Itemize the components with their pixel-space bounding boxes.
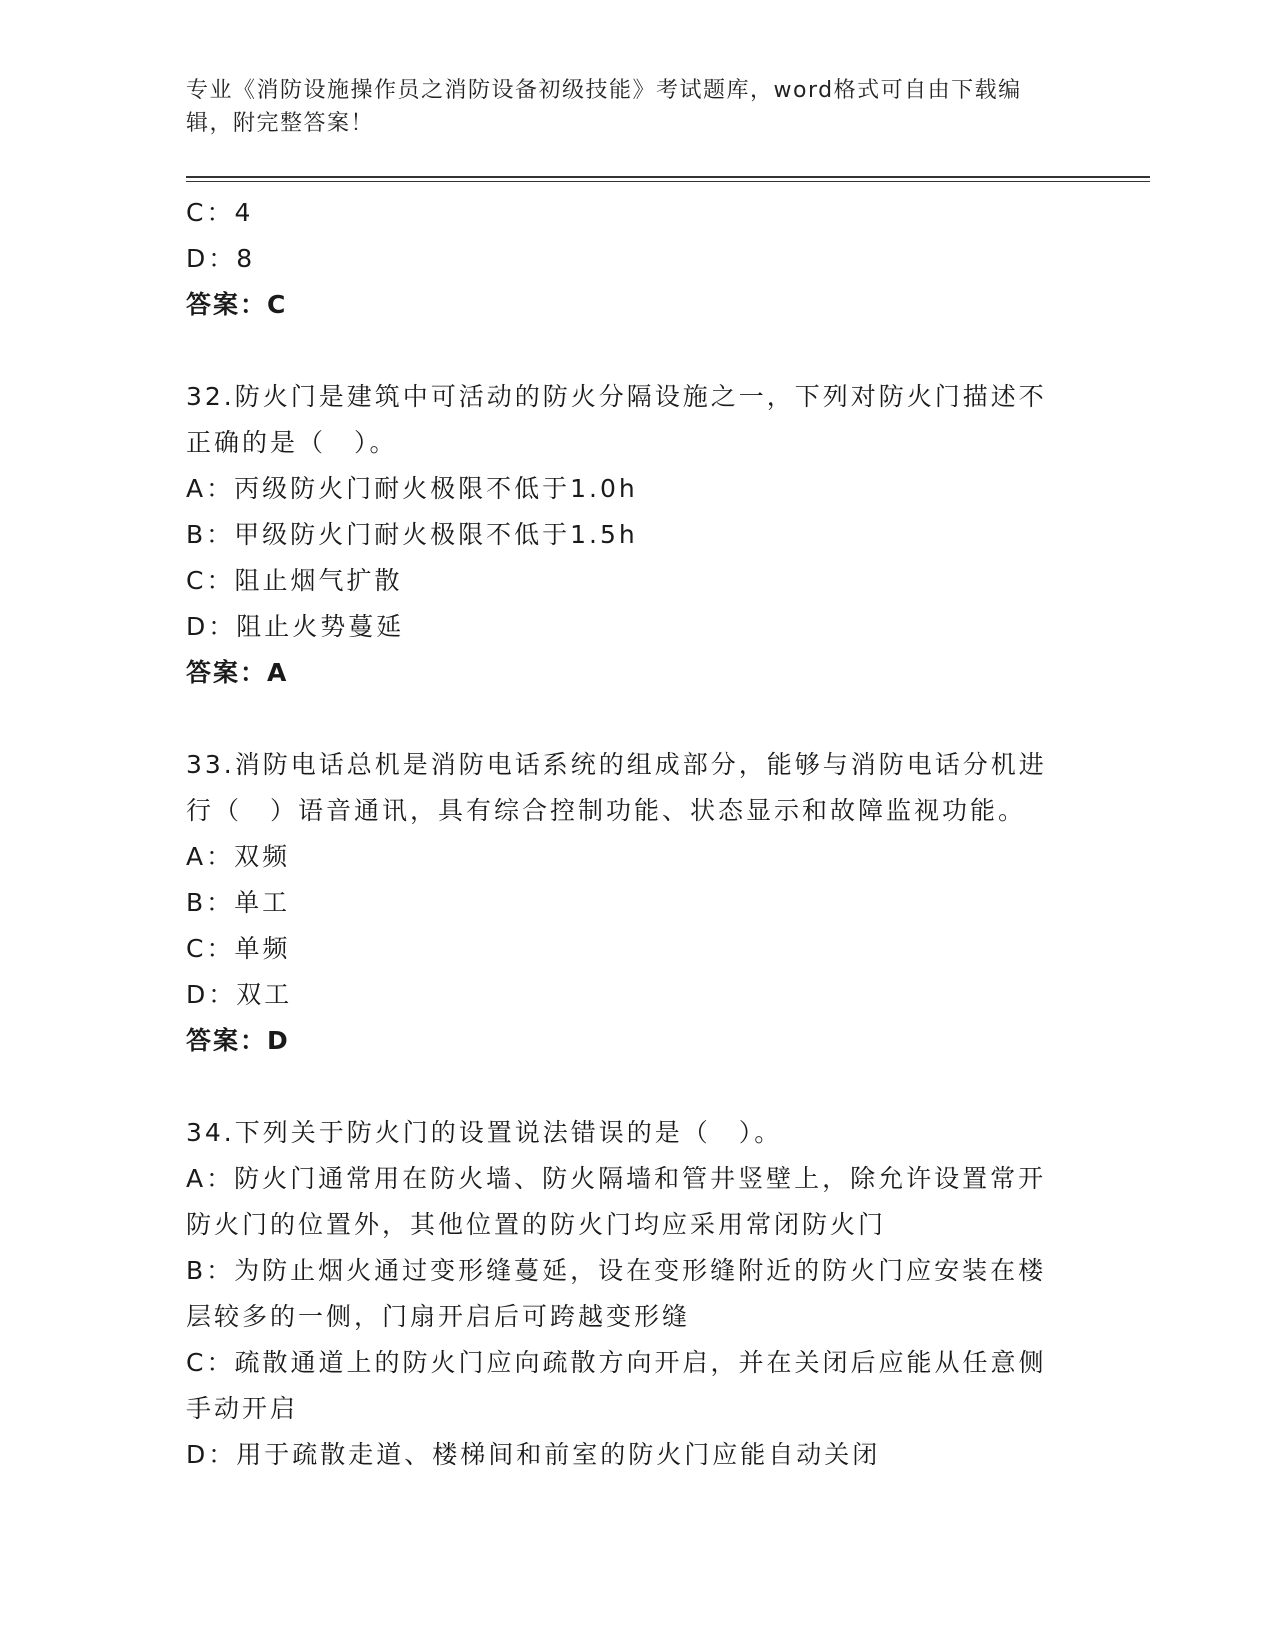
question-33 <box>186 742 1086 1064</box>
question-list <box>186 190 1086 1478</box>
option-b: B：单工 <box>186 888 291 917</box>
option-d: D：双工 <box>186 980 293 1009</box>
option-d: D：阻止火势蔓延 <box>186 612 405 641</box>
option-c: C：阻止烟气扩散 <box>186 566 403 595</box>
header-divider-thick <box>186 176 1150 178</box>
option-c: C：疏散通道上的防火门应向疏散方向开启，并在关闭后应能从任意侧 <box>186 1348 1047 1377</box>
question-32 <box>186 374 1086 696</box>
header-divider-thin <box>186 181 1150 182</box>
option-c: C：单频 <box>186 934 291 963</box>
option-b-cont: 层较多的一侧，门扇开启后可跨越变形缝 <box>186 1302 691 1331</box>
option-c-cont: 手动开启 <box>186 1394 299 1423</box>
question-stem: 33.消防电话总机是消防电话系统的组成部分，能够与消防电话分机进 <box>186 750 1047 779</box>
header-line-2: 辑，附完整答案！ <box>186 111 375 136</box>
page-header <box>186 74 1086 140</box>
option-a: A：丙级防火门耐火极限不低于1.0h <box>186 474 638 503</box>
question-31-tail <box>186 190 1086 328</box>
option-b: B：甲级防火门耐火极限不低于1.5h <box>186 520 638 549</box>
option-a: A：防火门通常用在防火墙、防火隔墙和管井竖壁上，除允许设置常开 <box>186 1164 1047 1193</box>
answer-line: 答案：A <box>186 658 289 687</box>
option-d: D：8 <box>186 244 256 273</box>
option-b: B：为防止烟火通过变形缝蔓延，设在变形缝附近的防火门应安装在楼 <box>186 1256 1047 1285</box>
option-a: A：双频 <box>186 842 291 871</box>
header-line-1: 专业《消防设施操作员之消防设备初级技能》考试题库，word格式可自由下载编 <box>186 78 1022 103</box>
option-c: C：4 <box>186 198 254 227</box>
question-34 <box>186 1110 1086 1478</box>
question-stem: 34.下列关于防火门的设置说法错误的是（ ）。 <box>186 1118 783 1147</box>
option-d: D：用于疏散走道、楼梯间和前室的防火门应能自动关闭 <box>186 1440 881 1469</box>
answer-line: 答案：C <box>186 290 288 319</box>
question-stem-cont: 正确的是（ ）。 <box>186 428 398 457</box>
question-stem-cont: 行（ ）语音通讯，具有综合控制功能、状态显示和故障监视功能。 <box>186 796 1027 825</box>
option-a-cont: 防火门的位置外，其他位置的防火门均应采用常闭防火门 <box>186 1210 887 1239</box>
question-stem: 32.防火门是建筑中可活动的防火分隔设施之一，下列对防火门描述不 <box>186 382 1047 411</box>
answer-line: 答案：D <box>186 1026 290 1055</box>
